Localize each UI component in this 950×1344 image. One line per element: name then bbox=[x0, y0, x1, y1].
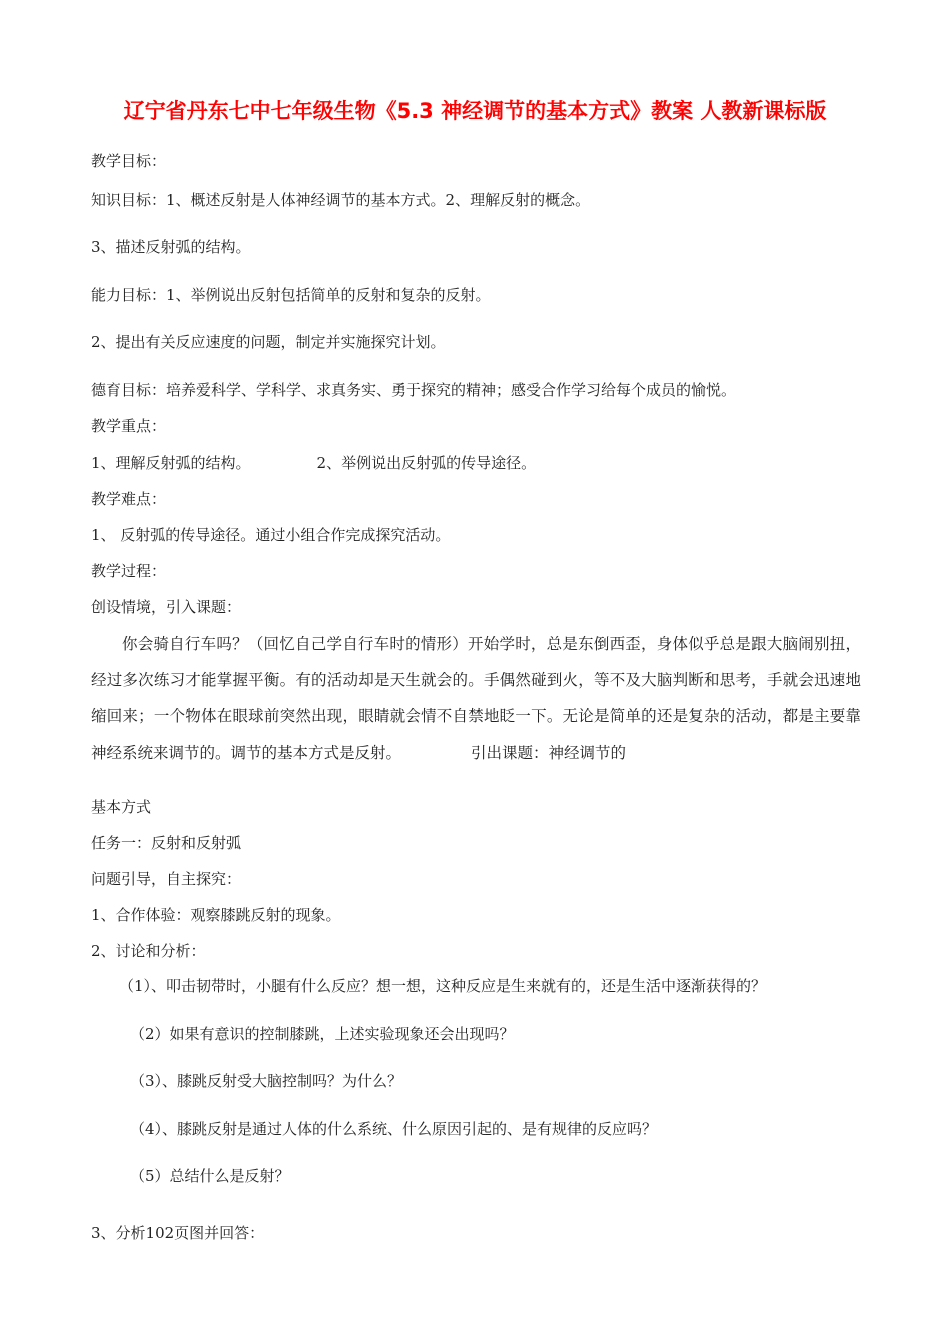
intro-paragraph-text: 你会骑自行车吗？（回忆自己学自行车时的情形）开始学时，总是东倒西歪，身体似乎总是跟大脑闹别扭，经过多次练习才能掌握平衡。有的活动却是天生就会的。手偶然碰到火，等不及大脑判断和思考，手就会迅速地缩回来；一个物体在眼球前突然出现，眼睛就会情不自禁地眨一下。无论是简单的还是复杂的活动，都是主要靠神经系统来调节的。调节的基本方式是反射。 bbox=[91, 635, 861, 762]
intro-paragraph bbox=[91, 626, 861, 771]
ability-goal-line-2: 2、提出有关反应速度的问题，制定并实施探究计划。 bbox=[91, 333, 446, 351]
intro-topic-text: 引出课题：神经调节的 bbox=[471, 743, 627, 762]
key-point-2: 2、举例说出反射弧的传导途径。 bbox=[316, 454, 537, 472]
knowledge-goal-line-1: 知识目标：1、概述反射是人体神经调节的基本方式。2、理解反射的概念。 bbox=[91, 191, 591, 209]
question-5: （5）总结什么是反射？ bbox=[130, 1167, 290, 1185]
intro-topic-continuation: 基本方式 bbox=[91, 798, 152, 816]
key-point-1: 1、理解反射弧的结构。 bbox=[91, 454, 251, 472]
step-3-line: 3、分析102页图并回答： bbox=[91, 1224, 265, 1242]
key-points-heading: 教学重点： bbox=[91, 417, 167, 435]
objectives-heading: 教学目标： bbox=[91, 152, 167, 170]
question-3: （3）、膝跳反射受大脑控制吗？为什么？ bbox=[130, 1072, 403, 1090]
guide-heading: 问题引导，自主探究： bbox=[91, 870, 242, 888]
question-2: （2）如果有意识的控制膝跳，上述实验现象还会出现吗？ bbox=[130, 1025, 515, 1043]
process-heading: 教学过程： bbox=[91, 562, 167, 580]
step-1-line: 1、合作体验：观察膝跳反射的现象。 bbox=[91, 906, 341, 924]
moral-goal-line: 德育目标：培养爱科学、学科学、求真务实、勇于探究的精神；感受合作学习给每个成员的愉悦。 bbox=[91, 381, 737, 399]
knowledge-goal-line-2: 3、描述反射弧的结构。 bbox=[91, 238, 251, 256]
ability-goal-line-1: 能力目标：1、举例说出反射包括简单的反射和复杂的反射。 bbox=[91, 286, 491, 304]
intro-heading: 创设情境，引入课题： bbox=[91, 598, 242, 616]
difficulty-line: 1、 反射弧的传导途径。通过小组合作完成探究活动。 bbox=[91, 526, 451, 544]
question-1: （1）、叩击韧带时，小腿有什么反应？想一想，这种反应是生来就有的，还是生活中逐渐获得的？ bbox=[119, 977, 767, 995]
task-one-heading: 任务一：反射和反射弧 bbox=[91, 834, 242, 852]
document-title: 辽宁省丹东七中七年级生物《5.3 神经调节的基本方式》教案 人教新课标版 bbox=[123, 99, 827, 123]
key-points-line bbox=[91, 452, 536, 474]
question-4: （4）、膝跳反射是通过人体的什么系统、什么原因引起的、是有规律的反应吗？ bbox=[130, 1120, 658, 1138]
step-2-line: 2、讨论和分析： bbox=[91, 942, 206, 960]
difficulties-heading: 教学难点： bbox=[91, 490, 167, 508]
